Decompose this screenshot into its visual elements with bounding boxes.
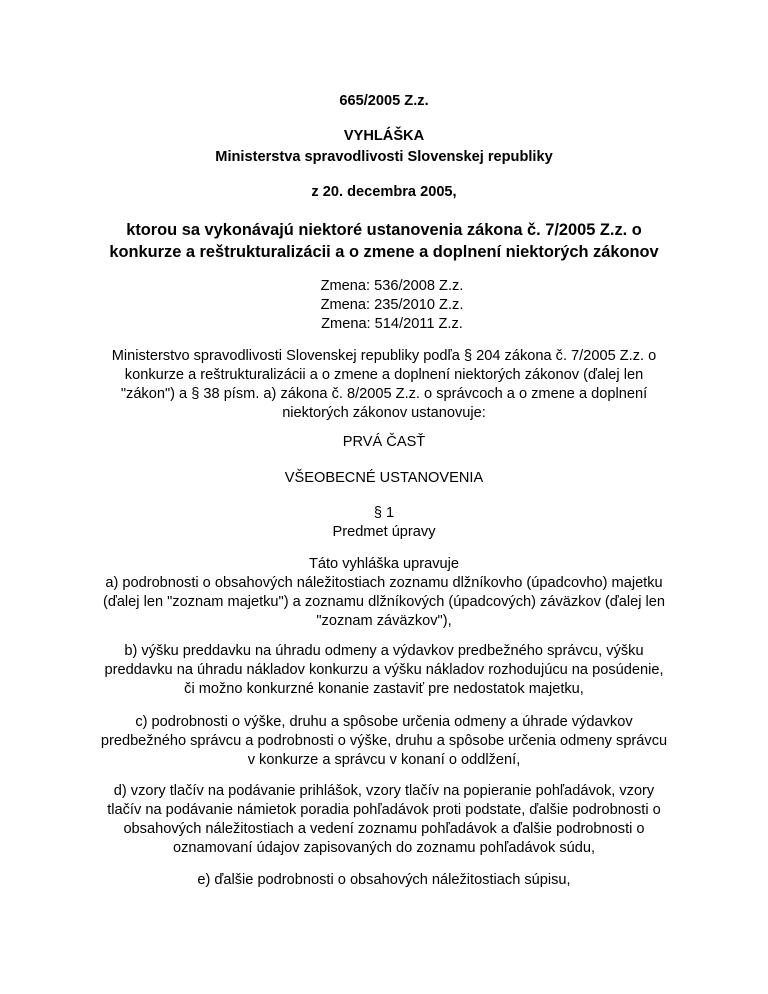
item-b-line: b) výšku preddavku na úhradu odmeny a výdavkov predbežného správcu, výšku — [124, 643, 644, 659]
subject-line: konkurze a reštrukturalizácii a o zmene a doplnení niektorých zákonov — [109, 243, 659, 261]
preamble-line: "zákon") a § 38 písm. a) zákona č. 8/2005 Z.z. o správcoch a o zmene a doplnení — [120, 386, 648, 402]
item-d-line: tlačív na podávanie námietok poradia pohľadávok proti podstate, ďalšie podrobnosti o — [107, 802, 661, 818]
subject-line: ktorou sa vykonávajú niektoré ustanovenia zákona č. 7/2005 Z.z. o — [126, 221, 642, 239]
document-number: 665/2005 Z.z. — [339, 93, 429, 109]
part-heading: PRVÁ ČASŤ — [342, 434, 426, 450]
item-a-line: (ďalej len "zoznam majetku") a zoznamu dlžníkových (úpadcových) záväzkov (ďalej len — [102, 594, 666, 610]
item-d-line: d) vzory tlačív na podávanie prihlášok, vzory tlačív na popieranie pohľadávok, vzory — [113, 783, 655, 799]
document-type: VYHLÁŠKA — [343, 128, 425, 144]
intro-text: Táto vyhláška upravuje — [308, 556, 460, 572]
preamble-line: Ministerstvo spravodlivosti Slovenskej republiky podľa § 204 zákona č. 7/2005 Z.z. o — [111, 348, 657, 364]
item-c-line: v konkurze a správcu v konaní o oddlžení, — [247, 752, 521, 768]
item-c-line: predbežného správcu a podrobnosti o výške, druhu a spôsobe určenia odmeny správcu — [100, 733, 668, 749]
amendment: Zmena: 514/2011 Z.z. — [321, 316, 463, 332]
item-c-line: c) podrobnosti o výške, druhu a spôsobe určenia odmeny a úhrade výdavkov — [135, 714, 633, 730]
part-title: VŠEOBECNÉ USTANOVENIA — [284, 470, 484, 486]
section-title: Predmet úpravy — [332, 524, 436, 540]
item-a-line: "zoznam záväzkov"), — [316, 613, 452, 629]
preamble-line: niektorých zákonov ustanovuje: — [282, 405, 486, 421]
item-b-line: preddavku na úhradu nákladov konkurzu a výšku nákladov rozhodujúcu na posúdenie, — [104, 662, 664, 678]
item-e-line: e) ďalšie podrobnosti o obsahových náležitostiach súpisu, — [197, 872, 571, 888]
section-number: § 1 — [373, 505, 395, 521]
preamble-line: konkurze a reštrukturalizácii a o zmene a doplnení niektorých zákonov (ďalej len — [124, 367, 644, 383]
amendment: Zmena: 235/2010 Z.z. — [320, 297, 464, 313]
issue-date: z 20. decembra 2005, — [311, 184, 457, 200]
item-b-line: či možno konkurzné konanie zastaviť pre nedostatok majetku, — [184, 681, 584, 697]
item-a-line: a) podrobnosti o obsahových náležitostiach zoznamu dlžníkovho (úpadcovho) majetku — [105, 575, 663, 591]
issuer: Ministerstva spravodlivosti Slovenskej republiky — [215, 149, 553, 165]
amendment: Zmena: 536/2008 Z.z. — [320, 278, 464, 294]
item-d-line: oznamovaní údajov zapisovaných do zoznamu pohľadávok súdu, — [172, 840, 596, 856]
item-d-line: obsahových náležitostiach a vedení zoznamu pohľadávok a ďalšie podrobnosti o — [123, 821, 645, 837]
